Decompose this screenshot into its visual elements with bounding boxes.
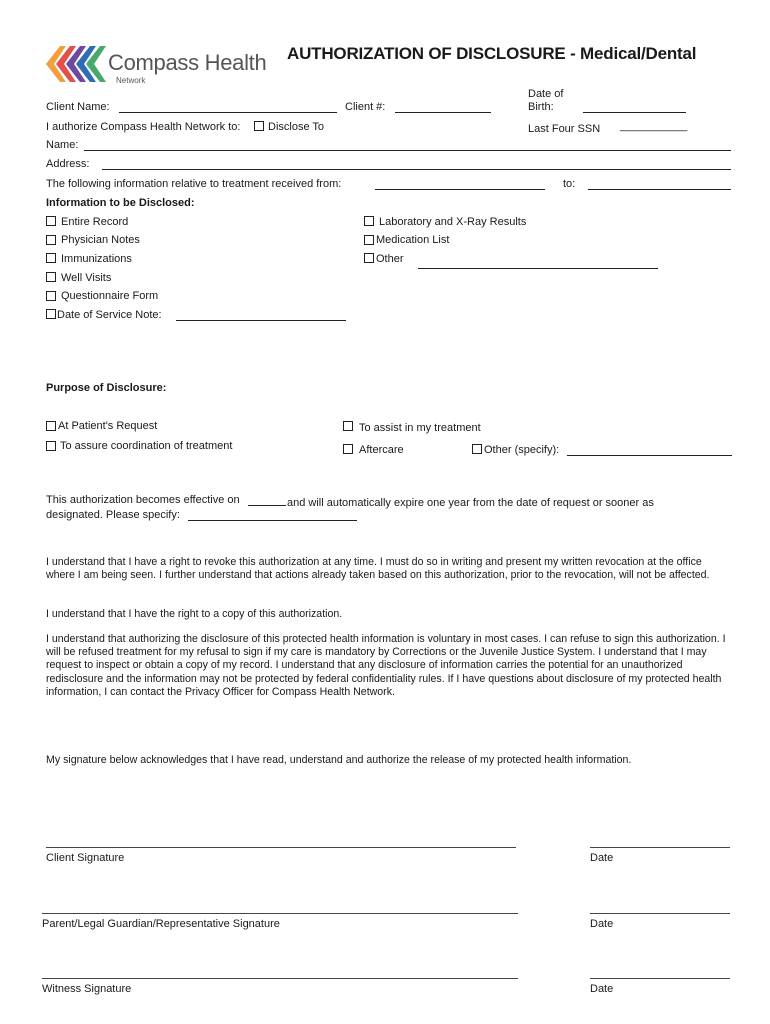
assist-treatment-checkbox[interactable] bbox=[343, 421, 353, 431]
dob-label-line1: Date of bbox=[528, 88, 564, 100]
lab-xray-checkbox[interactable] bbox=[364, 216, 374, 226]
witness-signature-field[interactable] bbox=[42, 978, 518, 979]
patient-request-label: At Patient's Request bbox=[58, 420, 158, 432]
revoke-paragraph: I understand that I have a right to revoke this authorization at any time. I must do so in writing and present my written revocation at the office where I am being seen. I further understand that actions already taken based on this authorization, prior to the revocation, will not be affected. bbox=[46, 556, 710, 582]
info-heading: Information to be Disclosed: bbox=[46, 197, 195, 209]
treatment-from-field[interactable] bbox=[375, 189, 545, 190]
dob-field[interactable] bbox=[583, 112, 686, 113]
treatment-to-field[interactable] bbox=[588, 189, 731, 190]
coordination-label: To assure coordination of treatment bbox=[60, 440, 233, 452]
client-name-label: Client Name: bbox=[46, 101, 110, 113]
guardian-date-label: Date bbox=[590, 918, 614, 930]
dob-label-line2: Birth: bbox=[528, 101, 554, 113]
name-label: Name: bbox=[46, 139, 79, 151]
client-date-field[interactable] bbox=[590, 847, 730, 848]
immunizations-label: Immunizations bbox=[61, 253, 132, 265]
client-date-label: Date bbox=[590, 852, 614, 864]
witness-date-label: Date bbox=[590, 983, 614, 995]
other-purpose-label: Other (specify): bbox=[484, 444, 560, 456]
authorize-label: I authorize Compass Health Network to: bbox=[46, 121, 241, 133]
assist-treatment-label: To assist in my treatment bbox=[359, 422, 481, 434]
other-info-field[interactable] bbox=[418, 268, 658, 269]
service-note-label: Date of Service Note: bbox=[57, 309, 162, 321]
well-visits-label: Well Visits bbox=[61, 272, 112, 284]
purpose-heading: Purpose of Disclosure: bbox=[46, 382, 167, 394]
address-label: Address: bbox=[46, 158, 90, 170]
witness-date-field[interactable] bbox=[590, 978, 730, 979]
name-field[interactable] bbox=[84, 150, 731, 151]
compass-health-logo bbox=[46, 44, 276, 86]
address-field[interactable] bbox=[102, 169, 731, 170]
well-visits-checkbox[interactable] bbox=[46, 272, 56, 282]
coordination-checkbox[interactable] bbox=[46, 441, 56, 451]
effective-text-1: This authorization becomes effective on bbox=[46, 494, 240, 506]
guardian-date-field[interactable] bbox=[590, 913, 730, 914]
medication-list-checkbox[interactable] bbox=[364, 235, 374, 245]
page-title: AUTHORIZATION OF DISCLOSURE - Medical/Dental bbox=[287, 44, 697, 63]
designated-field[interactable] bbox=[188, 520, 357, 521]
aftercare-checkbox[interactable] bbox=[343, 444, 353, 454]
lab-xray-label: Laboratory and X-Ray Results bbox=[379, 216, 527, 228]
aftercare-label: Aftercare bbox=[359, 444, 404, 456]
treatment-to-label: to: bbox=[563, 178, 576, 190]
immunizations-checkbox[interactable] bbox=[46, 253, 56, 263]
compass-chevrons-icon bbox=[46, 44, 110, 84]
effective-date-field[interactable] bbox=[248, 505, 286, 506]
client-number-label: Client #: bbox=[345, 101, 386, 113]
disclose-to-label: Disclose To bbox=[268, 121, 325, 133]
disclose-to-checkbox[interactable] bbox=[254, 121, 264, 131]
acknowledge-paragraph: My signature below acknowledges that I have read, understand and authorize the release of my protected health information. bbox=[46, 754, 632, 766]
treatment-from-label: The following information relative to treatment received from: bbox=[46, 178, 342, 190]
entire-record-checkbox[interactable] bbox=[46, 216, 56, 226]
medication-list-label: Medication List bbox=[376, 234, 450, 246]
physician-notes-label: Physician Notes bbox=[61, 234, 140, 246]
witness-signature-label: Witness Signature bbox=[42, 983, 132, 995]
questionnaire-label: Questionnaire Form bbox=[61, 290, 159, 302]
ssn-field[interactable]: ___________ bbox=[620, 120, 688, 132]
physician-notes-checkbox[interactable] bbox=[46, 235, 56, 245]
guardian-signature-field[interactable] bbox=[42, 913, 518, 914]
effective-text-3: designated. Please specify: bbox=[46, 509, 180, 521]
client-name-field[interactable] bbox=[119, 112, 337, 113]
client-signature-label: Client Signature bbox=[46, 852, 125, 864]
service-note-checkbox[interactable] bbox=[46, 309, 56, 319]
voluntary-paragraph: I understand that authorizing the disclosure of this protected health information is voluntary in most cases. I can refuse to sign this authorization. I will be refused treatment for my refusal to sign if my care is mandatory by Corrections or the Juvenile Justice System. I understand that I may request to inspect or obtain a copy of my record. I understand that any disclosure of information carries the potential for an unauthorized redisclosure and the information may not be protected by federal confidentiality rules. If I have questions about disclosure of my protected health information, I can contact the Privacy Officer for Compass Health Network. bbox=[46, 633, 726, 698]
questionnaire-checkbox[interactable] bbox=[46, 291, 56, 301]
guardian-signature-label: Parent/Legal Guardian/Representative Signature bbox=[42, 918, 280, 930]
other-info-checkbox[interactable] bbox=[364, 253, 374, 263]
entire-record-label: Entire Record bbox=[61, 216, 129, 228]
patient-request-checkbox[interactable] bbox=[46, 421, 56, 431]
client-signature-field[interactable] bbox=[46, 847, 516, 848]
copy-paragraph: I understand that I have the right to a copy of this authorization. bbox=[46, 608, 343, 620]
service-note-field[interactable] bbox=[176, 320, 346, 321]
other-info-label: Other bbox=[376, 253, 404, 265]
other-purpose-checkbox[interactable] bbox=[472, 444, 482, 454]
other-purpose-field[interactable] bbox=[567, 455, 732, 456]
ssn-label: Last Four SSN bbox=[528, 123, 601, 135]
effective-text-2: and will automatically expire one year from the date of request or sooner as bbox=[287, 497, 654, 509]
logo-name: Compass Health bbox=[108, 50, 267, 75]
client-number-field[interactable] bbox=[395, 112, 491, 113]
logo-subtitle: Network bbox=[116, 76, 146, 85]
